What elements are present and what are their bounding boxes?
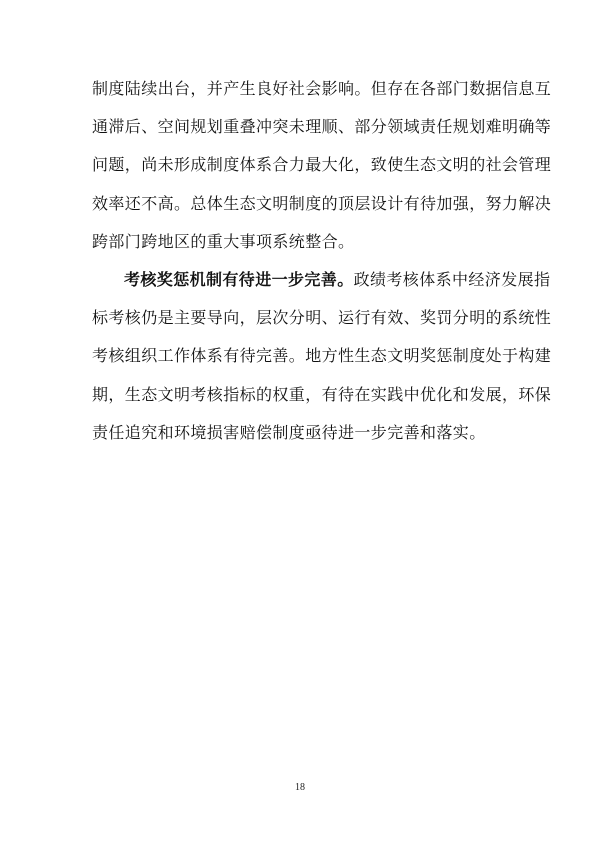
text-line: 考核组织工作体系有待完善。地方性生态文明奖惩制度处于构建 <box>92 346 552 366</box>
paragraph-1 <box>92 70 552 261</box>
paragraph-heading: 考核奖惩机制有待进一步完善。 <box>124 269 354 289</box>
text-line: 制度陆续出台，并产生良好社会影响。但存在各部门数据信息互 <box>92 79 552 98</box>
text-line: 问题，尚未形成制度体系合力最大化，致使生态文明的社会管理 <box>92 155 552 175</box>
text-line: 标考核仍是主要导向，层次分明、运行有效、奖罚分明的系统性 <box>92 308 552 328</box>
text-line: 效率还不高。总体生态文明制度的顶层设计有待加强，努力解决 <box>92 193 552 213</box>
text-segment: 政绩考核体系中经济发展指 <box>353 269 551 289</box>
text-line: 责任追究和环境损害赔偿制度亟待进一步完善和落实。 <box>92 422 486 442</box>
paragraph-first-line <box>92 261 551 299</box>
text-line: 通滞后、空间规划重叠冲突未理顺、部分领域责任规划难明确等 <box>92 117 552 137</box>
body-text <box>92 70 552 452</box>
text-line: 期，生态文明考核指标的权重，有待在实践中优化和发展，环保 <box>92 384 552 404</box>
text-line: 跨部门跨地区的重大事项系统整合。 <box>92 231 355 251</box>
paragraph-2 <box>92 261 552 452</box>
page-number: 18 <box>295 782 305 793</box>
